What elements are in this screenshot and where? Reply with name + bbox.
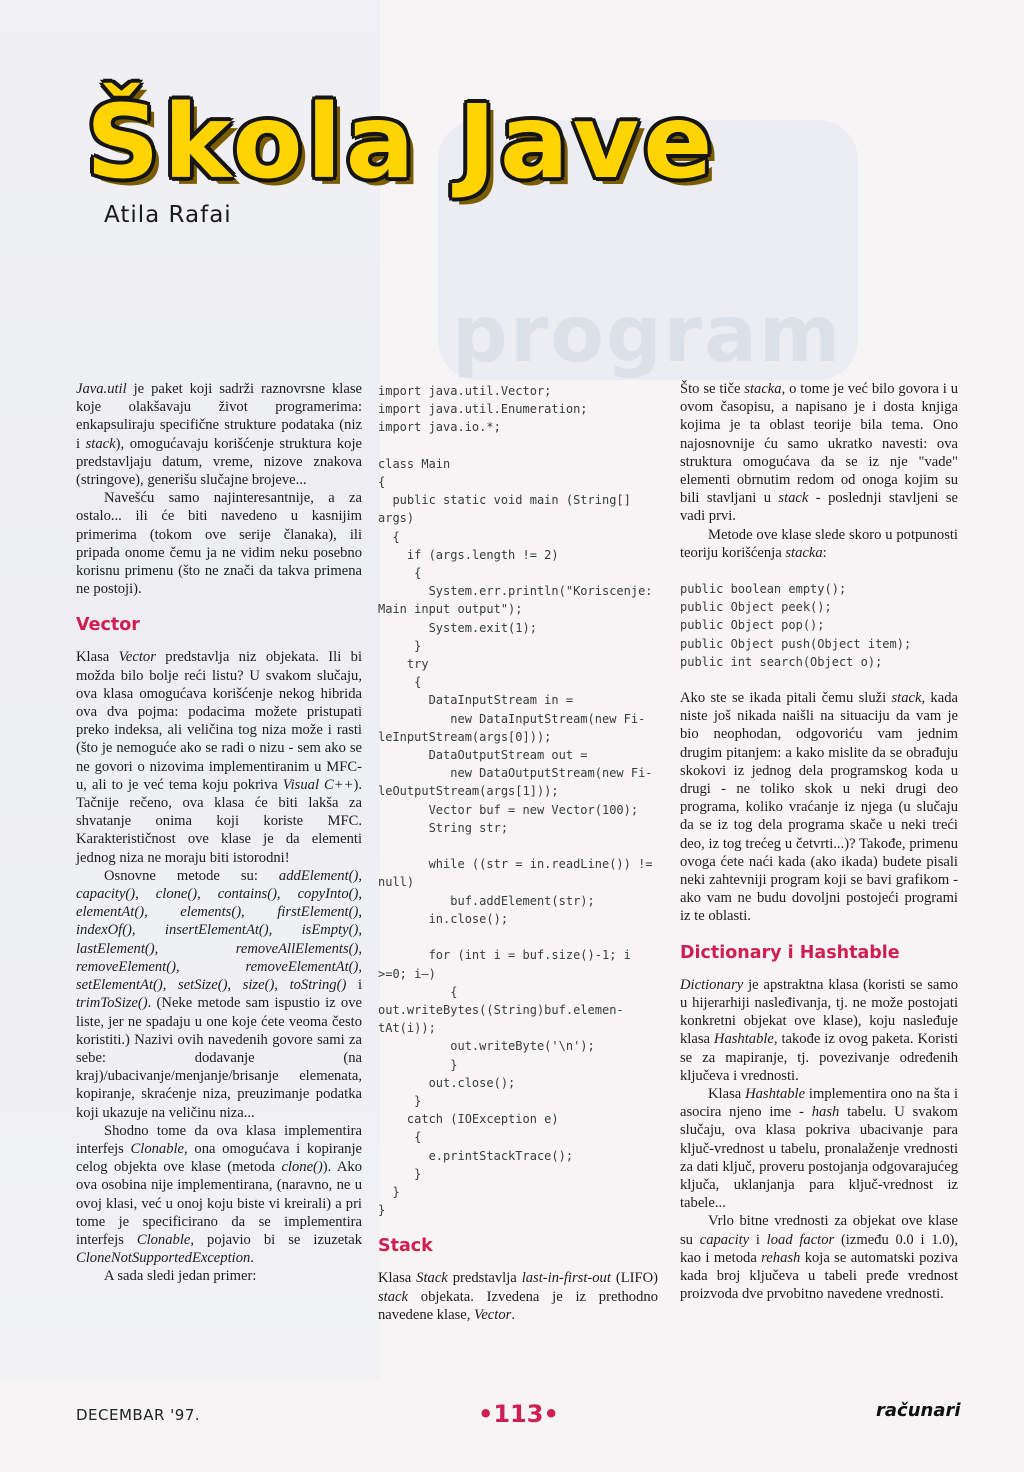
footer-magazine-name: računari [876, 1400, 961, 1421]
code-line: new DataInputStream(new Fi- [378, 711, 646, 726]
italic-run: clone() [281, 1159, 323, 1176]
text-run: predstavlja [447, 1270, 522, 1287]
text-run: Osnovne metode su: [104, 867, 279, 884]
text-run: Vrlo bitne vrednosti za objekat ove klase su [680, 1213, 958, 1248]
text-run: Metode ove klase slede skoro u potpunosti teoriju korišćenja [680, 526, 958, 561]
article-title: Škola Jave [86, 83, 717, 202]
code-line: { [378, 1130, 422, 1145]
text-run: ). Tačnije rečeno, ova klasa će biti lakša za shvatanje onima koji koriste MFC. Karakterističnost ove klase je da elementi jednog niza ne moraju biti istorodni! [76, 776, 362, 866]
code-line: new DataOutputStream(new Fi- [378, 766, 653, 781]
text-run: koja se automatski poziva kada broj ključeva u tabeli pređe vrednost proizvoda dve prvobitno navedene vrednosti. [680, 1249, 958, 1303]
italic-run: Hashtable [745, 1085, 806, 1102]
italic-run: Visual C++ [282, 776, 354, 793]
text-run: A sada sledi jedan primer: [104, 1268, 257, 1285]
text-run: ), omogućavaju korišćenje struktura koje predstavljaju datum, vreme, nizove znakova (stringove), generišu slučajne brojeve... [76, 435, 362, 489]
paragraph [76, 1122, 362, 1268]
italic-run: last-in-first-out [521, 1270, 611, 1287]
text-run: , o tome je već bilo govora i u ovom časopisu, a napisano je i dosta knjiga kojima je ta oblast teorije bila tema. Ono najosnovnije ću samo ukratko navesti: ova struktura omogućava da se iz nje "vade" elementi obrnutim redom od onoga kojim su bili stavljani u [680, 381, 958, 507]
code-line: { [378, 984, 458, 999]
code-line: public Object pop(); [680, 618, 825, 633]
code-line: { [378, 566, 422, 581]
code-line: buf.addElement(str); [378, 893, 595, 908]
italic-run: Dictionary [680, 976, 744, 993]
code-line: leOutputStream(args[1])); [378, 784, 559, 799]
code-line: public Object push(Object item); [680, 636, 912, 651]
italic-run: stacka [785, 544, 823, 561]
background-artwork-text: program [452, 290, 843, 380]
section-heading-dictionary: Dictionary i Hashtable [680, 942, 900, 963]
italic-run: stack [891, 690, 922, 707]
code-line: String str; [378, 820, 509, 835]
paragraph [76, 648, 362, 866]
code-line: import java.io.*; [378, 420, 501, 435]
code-line: { [378, 529, 400, 544]
code-line: while ((str = in.readLine()) != [378, 857, 653, 872]
code-line: try [378, 657, 429, 672]
text-run: predstavlja niz objekata. Ili bi možda bilo bolje reći listu? U svakom slučaju, ova klasa omogućava korišćenje nekog hibrida ova dva pojma: podacima možete pristupati preko indeksa, ali veličina tog niza može i rasti (što je nemoguće ako se radi o nizu - sem ako se ne govori o nizovima implementiranim u MFC-u, ali to je već tema koju pokriva [76, 649, 362, 793]
code-line: DataOutputStream out = [378, 748, 588, 763]
text-run: je paket koji sadrži raznovrsne klase koje olakšavaju život programerima: enkapsuliraju specifične strukture podataka (niz i [76, 381, 362, 452]
intro-text [76, 380, 362, 598]
code-line: Vector buf = new Vector(100); [378, 802, 639, 817]
paragraph [680, 689, 958, 926]
code-line [378, 437, 658, 455]
column-2 [378, 382, 658, 1324]
code-line [378, 837, 658, 855]
italic-run: Hashtable [713, 1031, 774, 1048]
paragraph [680, 976, 958, 1085]
code-line: import java.util.Enumeration; [378, 402, 588, 417]
code-line: { [378, 675, 422, 690]
italic-run: Java.util [76, 381, 127, 397]
paragraph [76, 867, 362, 1122]
footer-issue-date: DECEMBAR '97. [76, 1406, 201, 1424]
code-line: for (int i = buf.size()-1; i [378, 948, 631, 963]
code-line: Main input output"); [378, 602, 523, 617]
dictionary-text [680, 976, 958, 1304]
code-line: System.exit(1); [378, 620, 537, 635]
text-run: Shodno tome da ova klasa implementira interfejs [76, 1122, 362, 1157]
text-run: , ona omogućava i kopiranje celog objekta ove klase (metoda [76, 1140, 363, 1176]
code-line: args) [378, 511, 415, 526]
italic-run: stack [85, 435, 116, 452]
code-listing [378, 382, 658, 1219]
text-run: : [822, 544, 827, 561]
code-line: if (args.length != 2) [378, 547, 559, 562]
code-line: >=0; i—) [378, 966, 436, 981]
text-run: je apstraktna klasa (koristi se samo u hijerarhiji nasleđivanja, tj. ne može postojati konkretni objekat ove klase), koju nasleđuje klasa [680, 976, 958, 1048]
italic-run: rehash [761, 1249, 801, 1266]
paragraph [680, 1212, 958, 1303]
text-run: ). Ako ova osobina nije implementirana, (naravno, ne u ovoj klasi, već u onoj koju biste vi kreirali) a pri tome je specificirano da se implementira interfejs [76, 1159, 363, 1248]
italic-run: load factor [766, 1231, 835, 1248]
paragraph [76, 380, 362, 489]
spacer [680, 671, 958, 689]
text-run: (LIFO) [610, 1270, 658, 1287]
code-line: } [378, 1057, 458, 1072]
text-run: - poslednji stavljeni se vadi prvi. [680, 490, 958, 525]
code-line: out.close(); [378, 1075, 516, 1090]
text-run: implementira ono na šta i asocira njeno ime - [680, 1085, 958, 1121]
code-line: out.writeByte('\n'); [378, 1039, 595, 1054]
italic-run: Clonable [136, 1231, 191, 1248]
code-line: } [378, 1184, 400, 1199]
paragraph [680, 526, 958, 562]
italic-run: hash [811, 1104, 840, 1121]
italic-run: stack [378, 1288, 408, 1305]
code-line: catch (IOException e) [378, 1112, 559, 1127]
code-line: public static void main (String[] [378, 493, 631, 508]
code-line: null) [378, 875, 415, 890]
text-run: . [511, 1306, 515, 1323]
text-run: . [250, 1250, 254, 1267]
stack-description [680, 380, 958, 562]
column-1 [76, 380, 362, 1286]
italic-run: Clonable [130, 1140, 185, 1157]
code-line: class Main [378, 456, 451, 471]
section-heading-stack: Stack [378, 1236, 433, 1257]
code-line: in.close(); [378, 911, 509, 926]
text-run: Klasa [378, 1270, 417, 1287]
italic-run: Vector [474, 1306, 512, 1323]
code-line: import java.util.Vector; [378, 384, 552, 398]
code-line: public boolean empty(); [680, 582, 847, 597]
stack-text [378, 1269, 658, 1324]
code-line: tAt(i)); [378, 1021, 436, 1036]
paragraph [680, 380, 958, 526]
article-author: Atila Rafai [104, 202, 232, 228]
footer-page-number: •113• [478, 1400, 559, 1428]
code-line: } [378, 638, 422, 653]
text-run: , pojavio bi se izuzetak [190, 1231, 362, 1248]
vector-text [76, 648, 362, 1285]
code-line: System.err.println("Koriscenje: [378, 584, 653, 599]
text-run: Navešću samo najinteresantnije, a za ostalo... ili će biti navedeno u kasnijim primerima (tokom ove serije članaka), ili pripada onome čemu ja ne vidim neku posebno korisnu primenu (što ne znači da takva primena ne postoji). [76, 490, 362, 598]
italic-run: stacka [744, 381, 782, 397]
paragraph [680, 1085, 958, 1212]
paragraph [378, 1269, 658, 1324]
italic-run: Stack [416, 1270, 448, 1287]
italic-run: capacity [699, 1231, 750, 1248]
italic-run: Vector [118, 649, 156, 666]
italic-run: stack [778, 490, 809, 507]
text-run: , takođe iz ovog paketa. Koristi se za mapiranje, tj. povezivanje određenih ključeva i vrednosti. [680, 1031, 958, 1084]
text-run: Što se tiče [680, 381, 745, 397]
stack-usage-text [680, 689, 958, 926]
code-line: } [378, 1093, 422, 1108]
text-run: (između 0.0 i 1.0), kao i metoda [680, 1231, 958, 1266]
italic-run: trimToSize() [76, 995, 148, 1012]
text-run: . (Neke metode sam ispustio iz ove liste, jer ne spadaju u one koje ćete veoma često koristiti.) Nazivi ovih navedenih govore sami za sebe: dodavanje (na kraj)/ubacivanje/menjanje/brisanje elemenata, kopiranje, skraćenje niza, preuzimanje podatka koji ukazuje na veličinu niza... [76, 995, 362, 1121]
code-line: e.printStackTrace(); [378, 1148, 574, 1163]
code-line: { [378, 475, 386, 490]
stack-methods-listing [680, 580, 958, 671]
code-line: public int search(Object o); [680, 654, 883, 669]
text-run: , kada niste još nikada naišli na situaciju da vam je bio neophodan, odgovoriću vam jednim drugim pitanjem: a kako mislite da se obrađuju skokovi iz jednog dela programskog koda u drugi - ne toliko skok u neki drugi deo programa, koliko vraćanje iz njega (u slučaju da se iz tog dela programa skače u neki treći deo, iz tog trećeg u četvrti...)? Takođe, primenu ovoga ćete naći kada (ako ikada) budete pisali neki zahtevniji program koji se bavi grafikom - ako vam ne budu dovoljni postojeći programi iz te oblasti. [680, 690, 958, 925]
paragraph [76, 489, 362, 598]
code-line: public Object peek(); [680, 600, 832, 615]
section-heading-vector: Vector [76, 615, 140, 636]
italic-run: addElement(), capacity(), clone(), contains(), copyInto(), elementAt(), elements(), firstElement(), indexOf(), insertElementAt(), isEmpty(), lastElement(), removeAllElements(), removeElement(), removeElementAt(), setElementAt(), setSize(), size(), toString() [76, 867, 362, 994]
code-line: DataInputStream in = [378, 693, 574, 708]
code-line: } [378, 1166, 422, 1181]
code-line: out.writeBytes((String)buf.elemen- [378, 1002, 624, 1017]
text-run: Klasa [708, 1085, 746, 1102]
spacer [680, 562, 958, 580]
code-line: leInputStream(args[0])); [378, 729, 552, 744]
text-run: i [346, 977, 363, 994]
paragraph [76, 1267, 362, 1285]
italic-run: CloneNotSupportedException [76, 1250, 251, 1267]
text-run: Klasa [76, 649, 119, 666]
code-line [378, 928, 658, 946]
text-run: i [749, 1231, 767, 1248]
code-line: } [378, 1203, 386, 1218]
text-run: objekata. Izvedena je iz prethodno navedene klase, [378, 1288, 658, 1323]
text-run: tabelu. U svakom slučaju, ova klasa pokriva ubacivanje para ključ-vrednost u tabelu, pronalaženje vrednosti za dati ključ, proveru postojanja odgovarajućeg ključa, uklanjanja para ključ-vrednost iz tabele... [680, 1104, 958, 1212]
text-run: Ako ste se ikada pitali čemu služi [680, 690, 892, 707]
column-3 [680, 380, 958, 1303]
